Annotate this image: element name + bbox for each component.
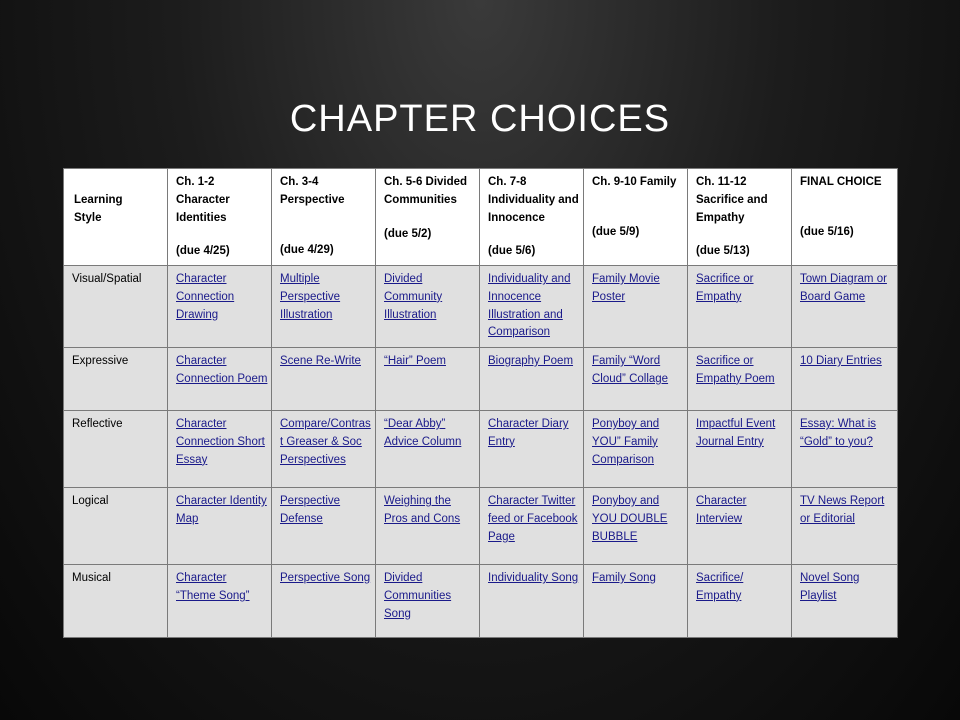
assignment-link[interactable]: Sacrifice/ Empathy: [696, 572, 744, 602]
table-cell: [168, 348, 272, 411]
assignment-link[interactable]: Character Twitter feed or Facebook Page: [488, 495, 578, 543]
table-cell: [688, 411, 792, 488]
table-cell: [688, 348, 792, 411]
table-row-reflective: [64, 411, 898, 488]
assignment-link[interactable]: Perspective Defense: [280, 495, 341, 525]
header-due-date: (due 5/16): [800, 225, 854, 238]
assignment-link[interactable]: Compare/Contrast Greaser & Soc Perspectives: [280, 418, 371, 466]
table-cell: [272, 411, 376, 488]
assignment-link[interactable]: Ponyboy and YOU” Family Comparison: [592, 418, 660, 466]
header-label: Ch. 3-4 Perspective: [280, 176, 345, 206]
header-label: FINAL CHOICE: [800, 176, 882, 188]
assignment-link[interactable]: Ponyboy and YOU DOUBLE BUBBLE: [592, 495, 668, 543]
table-cell: [480, 348, 584, 411]
assignment-link[interactable]: Weighing the Pros and Cons: [384, 495, 461, 525]
learning-style-label: Logical: [64, 488, 168, 565]
table-row-visual-spatial: [64, 266, 898, 348]
assignment-link[interactable]: “Dear Abby” Advice Column: [384, 418, 462, 448]
table-cell: [584, 411, 688, 488]
table-cell: [168, 488, 272, 565]
assignment-link[interactable]: Family Song: [592, 572, 656, 584]
header-final-choice: [792, 169, 898, 266]
header-learning-style: [64, 169, 168, 266]
header-ch-1-2: [168, 169, 272, 266]
slide-title: CHAPTER CHOICES: [289, 98, 671, 140]
header-label: Ch. 11-12 Sacrifice and Empathy: [696, 176, 768, 224]
table-cell: [376, 266, 480, 348]
learning-style-label: Expressive: [64, 348, 168, 411]
header-label: Learning Style: [74, 193, 123, 224]
header-due-date: (due 4/29): [280, 243, 334, 256]
assignment-link[interactable]: Individuality Song: [488, 572, 579, 584]
assignment-link[interactable]: Biography Poem: [488, 355, 574, 367]
assignment-link[interactable]: Divided Communities Song: [384, 572, 452, 620]
table-cell: [168, 565, 272, 638]
table-cell: [688, 565, 792, 638]
table-cell: [272, 266, 376, 348]
table-cell: [584, 348, 688, 411]
table-cell: [688, 266, 792, 348]
table-row-expressive: [64, 348, 898, 411]
assignment-link[interactable]: Sacrifice or Empathy Poem: [696, 355, 775, 385]
assignment-link[interactable]: Character Connection Drawing: [176, 273, 235, 321]
assignment-link[interactable]: Essay: What is “Gold” to you?: [800, 418, 877, 448]
table-cell: [376, 565, 480, 638]
header-due-date: (due 5/9): [592, 225, 640, 238]
assignment-link[interactable]: Character “Theme Song”: [176, 572, 250, 602]
table-cell: [792, 266, 898, 348]
header-row: [64, 169, 898, 266]
header-ch-7-8: [480, 169, 584, 266]
table-cell: [376, 348, 480, 411]
table-cell: [584, 266, 688, 348]
table-cell: [168, 266, 272, 348]
table-cell: [168, 411, 272, 488]
header-ch-5-6: [376, 169, 480, 266]
header-due-date: (due 5/2): [384, 227, 432, 240]
assignment-link[interactable]: Scene Re-Write: [280, 355, 361, 367]
assignment-link[interactable]: Character Connection Poem: [176, 355, 268, 385]
assignment-link[interactable]: 10 Diary Entries: [800, 355, 882, 367]
table-cell: [688, 488, 792, 565]
header-ch-9-10: [584, 169, 688, 266]
table-cell: [792, 348, 898, 411]
header-label: Ch. 5-6 Divided Communities: [384, 176, 468, 206]
table-row-logical: [64, 488, 898, 565]
assignment-link[interactable]: Individuality and Innocence Illustration and Comparison: [488, 273, 571, 339]
assignment-link[interactable]: Town Diagram or Board Game: [800, 273, 887, 303]
assignment-link[interactable]: Perspective Song: [280, 572, 371, 584]
table-cell: [272, 565, 376, 638]
header-ch-11-12: [688, 169, 792, 266]
table-cell: [272, 348, 376, 411]
assignment-link[interactable]: Impactful Event Journal Entry: [696, 418, 776, 448]
table-cell: [272, 488, 376, 565]
header-due-date: (due 5/13): [696, 245, 750, 258]
table-row-musical: [64, 565, 898, 638]
table-cell: [792, 565, 898, 638]
assignment-link[interactable]: TV News Report or Editorial: [800, 495, 885, 525]
table-cell: [584, 488, 688, 565]
assignment-link[interactable]: Character Identity Map: [176, 495, 267, 525]
assignment-link[interactable]: “Hair” Poem: [384, 355, 446, 367]
chapter-choices-table: [63, 168, 898, 638]
assignment-link[interactable]: Novel Song Playlist: [800, 572, 860, 602]
learning-style-label: Reflective: [64, 411, 168, 488]
header-label: Ch. 1-2 Character Identities: [176, 176, 230, 224]
table-cell: [376, 488, 480, 565]
header-due-date: (due 5/6): [488, 245, 536, 258]
header-due-date: (due 4/25): [176, 245, 230, 258]
table-cell: [584, 565, 688, 638]
assignment-link[interactable]: Divided Community Illustration: [384, 273, 443, 321]
table-cell: [480, 411, 584, 488]
learning-style-label: Visual/Spatial: [64, 266, 168, 348]
header-label: Ch. 7-8 Individuality and Innocence: [488, 176, 579, 224]
assignment-link[interactable]: Multiple Perspective Illustration: [280, 273, 341, 321]
assignment-link[interactable]: Character Connection Short Essay: [176, 418, 265, 466]
table-cell: [480, 266, 584, 348]
assignment-link[interactable]: Character Interview: [696, 495, 747, 525]
assignment-link[interactable]: Sacrifice or Empathy: [696, 273, 754, 303]
header-ch-3-4: [272, 169, 376, 266]
table-cell: [480, 488, 584, 565]
table-cell: [792, 488, 898, 565]
assignment-link[interactable]: Family “Word Cloud” Collage: [592, 355, 669, 385]
table-cell: [792, 411, 898, 488]
header-label: Ch. 9-10 Family: [592, 176, 677, 188]
table-cell: [480, 565, 584, 638]
assignment-link[interactable]: Character Diary Entry: [488, 418, 569, 448]
assignment-link[interactable]: Family Movie Poster: [592, 273, 660, 303]
learning-style-label: Musical: [64, 565, 168, 638]
table-cell: [376, 411, 480, 488]
